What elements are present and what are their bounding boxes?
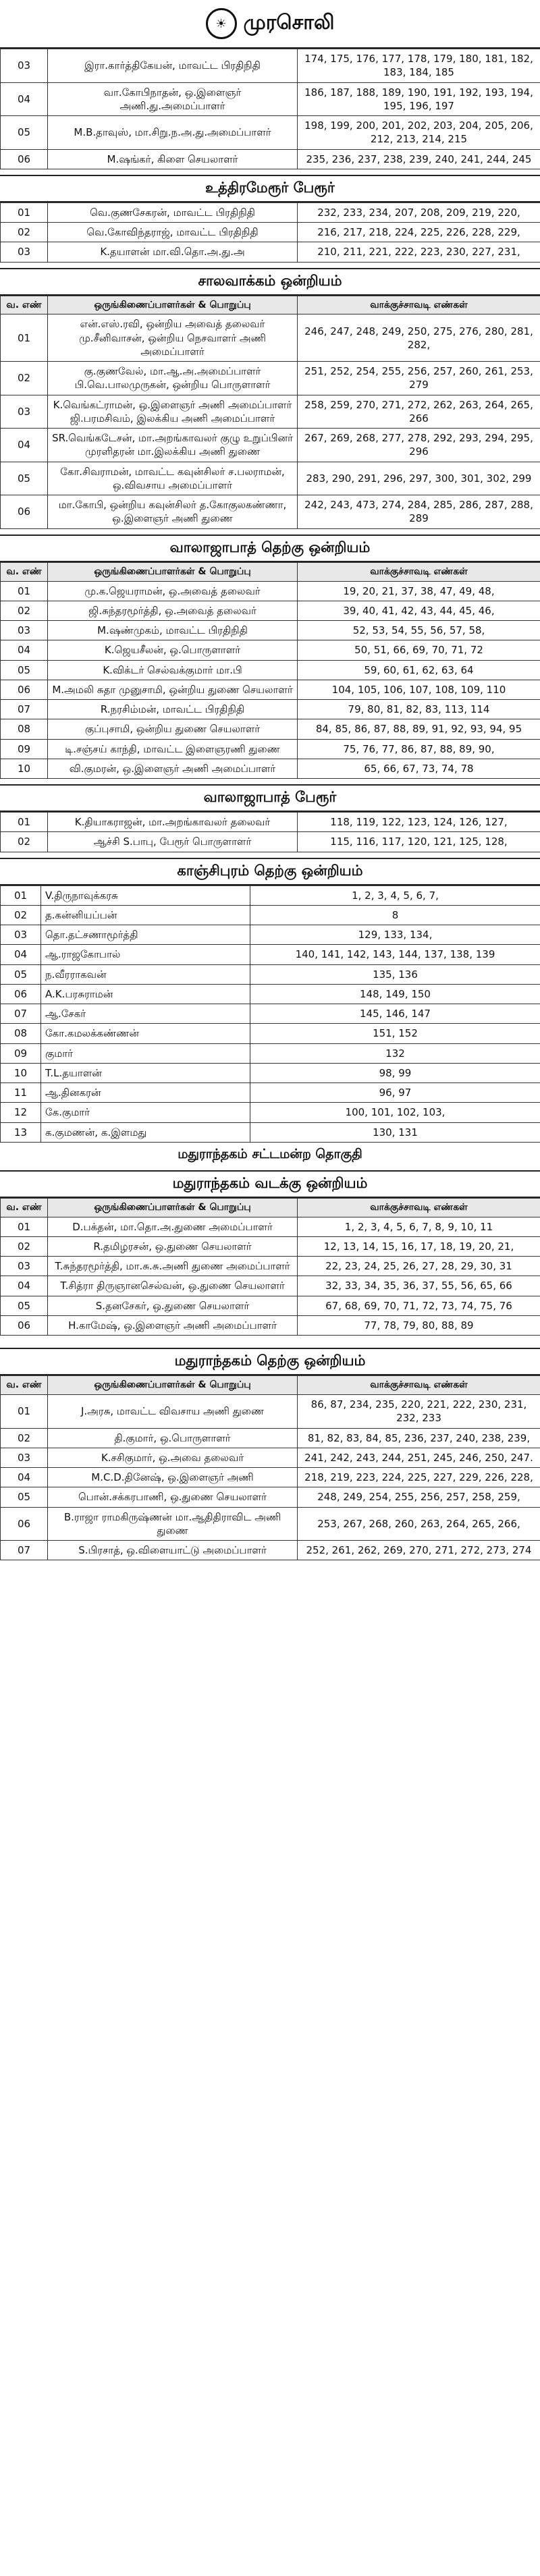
row-coordinator: J.அரசு, மாவட்ட விவசாய அணி துணை (48, 1395, 298, 1429)
table-row (1, 1103, 540, 1122)
row-coordinator: த.கன்னியப்பன் (41, 905, 250, 925)
row-number: 08 (1, 719, 48, 739)
table-row (1, 680, 540, 699)
table-row (1, 759, 540, 778)
header-desc: ஒருங்கிணைப்பாளர்கள் & பொறுப்பு (48, 296, 298, 314)
table-row (1, 719, 540, 739)
row-coordinator: S.பிரசாத், ஒ.விளையாட்டு அமைப்பாளர் (48, 1541, 298, 1560)
uthiramerur-table (0, 202, 540, 263)
table-row (1, 739, 540, 759)
row-coordinator: SR.வெங்கடேசன், மா.அறங்காவலர் குழு உறுப்பினர் முரளிதரன் மா.இலக்கிய அணி துணை (48, 429, 298, 462)
row-number: 05 (1, 462, 48, 495)
row-booths: 186, 187, 188, 189, 190, 191, 192, 193, 194, 195, 196, 197 (298, 82, 540, 116)
row-number: 03 (1, 49, 48, 83)
row-booths: 129, 133, 134, (250, 925, 540, 945)
row-coordinator: R.நரசிம்மன், மாவட்ட பிரதிநிதி (48, 700, 298, 719)
header-no: வ. எண் (1, 562, 48, 581)
row-booths: 267, 269, 268, 277, 278, 292, 293, 294, 295, 296 (298, 429, 540, 462)
row-number: 02 (1, 1236, 48, 1256)
row-number: 03 (1, 1257, 48, 1276)
header-booths: வாக்குச்சாவடி எண்கள் (298, 562, 540, 581)
table-row (1, 82, 540, 116)
row-booths: 79, 80, 81, 82, 83, 113, 114 (298, 700, 540, 719)
row-coordinator: M.அமலி சுதா முனுசாமி, ஒன்றிய துணை செயலாளர் (48, 680, 298, 699)
row-booths: 151, 152 (250, 1024, 540, 1043)
row-number: 05 (1, 1296, 48, 1315)
row-booths: 96, 97 (250, 1083, 540, 1103)
row-number: 03 (1, 395, 48, 429)
table-row (1, 905, 540, 925)
row-coordinator: T.சித்ரா திருஞானசெல்வன், ஒ.துணை செயலாளர் (48, 1276, 298, 1296)
row-number: 01 (1, 581, 48, 601)
row-number: 12 (1, 1103, 41, 1122)
row-booths: 145, 146, 147 (250, 1004, 540, 1024)
row-booths: 216, 217, 218, 224, 225, 226, 228, 229, (298, 223, 540, 242)
row-booths: 118, 119, 122, 123, 124, 126, 127, (298, 813, 540, 832)
row-coordinator: S.தனசேகர், ஒ.துணை செயலாளர் (48, 1296, 298, 1315)
header-no: வ. எண் (1, 296, 48, 314)
row-coordinator: இரா.கார்த்திகேயன், மாவட்ட பிரதிநிதி (48, 49, 298, 83)
row-coordinator: க.குமணன், க.இளமது (41, 1122, 250, 1142)
row-number: 01 (1, 885, 41, 905)
section-title-kanchipuram-south: காஞ்சிபுரம் தெற்கு ஒன்றியம் (0, 858, 540, 885)
table-row (1, 832, 540, 852)
row-coordinator: டி.சஞ்சய் காந்தி, மாவட்ட இளைஞரணி துணை (48, 739, 298, 759)
row-number: 04 (1, 1276, 48, 1296)
row-booths: 39, 40, 41, 42, 43, 44, 45, 46, (298, 601, 540, 620)
row-booths: 174, 175, 176, 177, 178, 179, 180, 181, 182, 183, 184, 185 (298, 49, 540, 83)
row-coordinator: M.ஷண்முகம், மாவட்ட பிரதிநிதி (48, 621, 298, 640)
table-row (1, 1296, 540, 1315)
table-row (1, 429, 540, 462)
row-number: 01 (1, 1395, 48, 1429)
table-row (1, 1043, 540, 1063)
table-row (1, 1276, 540, 1296)
table-row (1, 1507, 540, 1541)
row-booths: 246, 247, 248, 249, 250, 275, 276, 280, 281, 282, (298, 314, 540, 362)
row-coordinator: K.தயாளன் மா.வி.தொ.அ.து.அ (48, 242, 298, 262)
table-row (1, 1428, 540, 1448)
row-booths: 242, 243, 473, 274, 284, 285, 286, 287, 288, 289 (298, 495, 540, 529)
table-row (1, 700, 540, 719)
row-booths: 132 (250, 1043, 540, 1063)
row-booths: 81, 82, 83, 84, 85, 236, 237, 240, 238, 239, (298, 1428, 540, 1448)
row-coordinator: M.B.தாவுஸ், மா.சிறு.ந.அ.து.அமைப்பாளர் (48, 116, 298, 150)
section-title-walajabad-south: வாலாஜாபாத் தெற்கு ஒன்றியம் (0, 535, 540, 562)
row-booths: 283, 290, 291, 296, 297, 300, 301, 302, 299 (298, 462, 540, 495)
table-row (1, 223, 540, 242)
row-coordinator: வெ.குணசேகரன், மாவட்ட பிரதிநிதி (48, 202, 298, 222)
row-number: 07 (1, 1004, 41, 1024)
table-row (1, 1541, 540, 1560)
row-number: 02 (1, 362, 48, 395)
section-title-uthiramerur: உத்திரமேரூர் பேரூர் (0, 175, 540, 202)
walajabad-south-table (0, 562, 540, 779)
row-booths: 210, 211, 221, 222, 223, 230, 227, 231, (298, 242, 540, 262)
row-booths: 115, 116, 117, 120, 121, 125, 128, (298, 832, 540, 852)
row-coordinator: குமார் (41, 1043, 250, 1063)
table-row (1, 660, 540, 680)
header-desc: ஒருங்கிணைப்பாளர்கள் & பொறுப்பு (48, 1376, 298, 1395)
table-row (1, 1395, 540, 1429)
row-number: 10 (1, 759, 48, 778)
row-number: 09 (1, 1043, 41, 1063)
row-booths: 19, 20, 21, 37, 38, 47, 49, 48, (298, 581, 540, 601)
row-booths: 130, 131 (250, 1122, 540, 1142)
table-row (1, 1257, 540, 1276)
row-coordinator: ஆச்சி S.பாபு, பேரூர் பொருளாளர் (48, 832, 298, 852)
row-number: 09 (1, 739, 48, 759)
row-number: 04 (1, 429, 48, 462)
row-coordinator: A.K.பரசுராமன் (41, 984, 250, 1004)
row-number: 07 (1, 1541, 48, 1560)
table-row (1, 1236, 540, 1256)
table-row (1, 495, 540, 529)
madurantakam-north-table (0, 1198, 540, 1336)
row-number: 04 (1, 945, 41, 964)
row-booths: 84, 85, 86, 87, 88, 89, 91, 92, 93, 94, 95 (298, 719, 540, 739)
row-number: 04 (1, 82, 48, 116)
row-coordinator: B.ராஜா ராமகிருஷ்ணன் மா.ஆதிதிராவிட அணி துணை (48, 1507, 298, 1541)
row-coordinator: கோ.சிவராமன், மாவட்ட கவுன்சிலர் ச.பலராமன், ஒ.விவசாய அமைப்பாளர் (48, 462, 298, 495)
row-booths: 100, 101, 102, 103, (250, 1103, 540, 1122)
row-coordinator: தி.குமார், ஒ.பொருளாளர் (48, 1428, 298, 1448)
row-booths: 75, 76, 77, 86, 87, 88, 89, 90, (298, 739, 540, 759)
walajabad-town-table (0, 812, 540, 852)
table-row (1, 1063, 540, 1083)
row-number: 02 (1, 832, 48, 852)
row-number: 01 (1, 1217, 48, 1236)
row-coordinator: குப்புசாமி, ஒன்றிய துணை செயலாளர் (48, 719, 298, 739)
header-booths: வாக்குச்சாவடி எண்கள் (298, 296, 540, 314)
row-coordinator: K.தியாகராஜன், மா.அறங்காவலர் தலைவர் (48, 813, 298, 832)
row-coordinator: கே.குமார் (41, 1103, 250, 1122)
table-row (1, 601, 540, 620)
row-coordinator: T.சுந்தரமூர்த்தி, மா.சு.சு.அணி துணை அமைப்பாளர் (48, 1257, 298, 1276)
section-title-madurantakam-south: மதுராந்தகம் தெற்கு ஒன்றியம் (0, 1348, 540, 1375)
row-coordinator: M.C.D.தினேஷ், ஒ.இளைஞர் அணி (48, 1468, 298, 1487)
row-coordinator: மா.கோபி, ஒன்றிய கவுன்சிலர் த.கோகுலகண்ணா, ஒ.இளைஞர் அணி துணை (48, 495, 298, 529)
row-number: 01 (1, 202, 48, 222)
table-row (1, 925, 540, 945)
row-number: 02 (1, 1428, 48, 1448)
row-number: 01 (1, 813, 48, 832)
row-booths: 232, 233, 234, 207, 208, 209, 219, 220, (298, 202, 540, 222)
row-number: 04 (1, 640, 48, 660)
row-coordinator: T.L.தயாளன் (41, 1063, 250, 1083)
table-row (1, 945, 540, 964)
sun-emblem-icon: ☀ (206, 8, 237, 39)
table-row (1, 1315, 540, 1335)
row-booths: 252, 261, 262, 269, 270, 271, 272, 273, 274 (298, 1541, 540, 1560)
row-booths: 67, 68, 69, 70, 71, 72, 73, 74, 75, 76 (298, 1296, 540, 1315)
row-number: 10 (1, 1063, 41, 1083)
row-coordinator: ஜி.சுந்தரமூர்த்தி, ஒ.அவைத் தலைவர் (48, 601, 298, 620)
row-number: 03 (1, 1448, 48, 1467)
table-row (1, 314, 540, 362)
row-number: 03 (1, 242, 48, 262)
row-coordinator: வா.கோபிநாதன், ஒ.இளைஞர் அணி.து.அமைப்பாளர் (48, 82, 298, 116)
row-booths: 140, 141, 142, 143, 144, 137, 138, 139 (250, 945, 540, 964)
section-title-salavakkam: சாலவாக்கம் ஒன்றியம் (0, 268, 540, 296)
row-number: 05 (1, 1487, 48, 1507)
header-desc: ஒருங்கிணைப்பாளர்கள் & பொறுப்பு (48, 562, 298, 581)
row-booths: 22, 23, 24, 25, 26, 27, 28, 29, 30, 31 (298, 1257, 540, 1276)
masthead (0, 0, 540, 49)
table-row (1, 1468, 540, 1487)
row-number: 02 (1, 223, 48, 242)
row-number: 05 (1, 116, 48, 150)
row-booths: 50, 51, 66, 69, 70, 71, 72 (298, 640, 540, 660)
row-booths: 135, 136 (250, 964, 540, 984)
row-number: 06 (1, 1507, 48, 1541)
row-booths: 258, 259, 270, 271, 272, 262, 263, 264, 265, 266 (298, 395, 540, 429)
row-coordinator: கோ.கமலக்கண்ணன் (41, 1024, 250, 1043)
row-coordinator: ஆ.ராஜகோபால் (41, 945, 250, 964)
row-number: 06 (1, 495, 48, 529)
row-coordinator: M.ஷங்கர், கிளை செயலாளர் (48, 149, 298, 169)
row-number: 02 (1, 601, 48, 620)
row-booths: 251, 252, 254, 255, 256, 257, 260, 261, 253, 279 (298, 362, 540, 395)
top-section-table (0, 49, 540, 169)
row-number: 06 (1, 680, 48, 699)
row-coordinator: ஆ.சேகர் (41, 1004, 250, 1024)
row-coordinator: ந.வீரராகவன் (41, 964, 250, 984)
row-booths: 8 (250, 905, 540, 925)
header-no: வ. எண் (1, 1376, 48, 1395)
table-row (1, 1004, 540, 1024)
row-coordinator: வெ.கோவிந்தராஜ், மாவட்ட பிரதிநிதி (48, 223, 298, 242)
row-coordinator: மு.க.ஜெயராமன், ஒ.அவைத் தலைவர் (48, 581, 298, 601)
row-number: 01 (1, 314, 48, 362)
row-booths: 198, 199, 200, 201, 202, 203, 204, 205, 206, 212, 213, 214, 215 (298, 116, 540, 150)
header-no: வ. எண் (1, 1198, 48, 1217)
row-booths: 253, 267, 268, 260, 263, 264, 265, 266, (298, 1507, 540, 1541)
row-number: 05 (1, 660, 48, 680)
table-row (1, 885, 540, 905)
row-booths: 59, 60, 61, 62, 63, 64 (298, 660, 540, 680)
table-row (1, 49, 540, 83)
row-booths: 235, 236, 237, 238, 239, 240, 241, 244, 245 (298, 149, 540, 169)
row-booths: 218, 219, 223, 224, 225, 227, 229, 226, 228, (298, 1468, 540, 1487)
header-booths: வாக்குச்சாவடி எண்கள் (298, 1198, 540, 1217)
section-title-madurantakam-north: மதுராந்தகம் வடக்கு ஒன்றியம் (0, 1170, 540, 1198)
table-row (1, 984, 540, 1004)
table-row (1, 116, 540, 150)
row-booths: 241, 242, 243, 244, 251, 245, 246, 250, 247. (298, 1448, 540, 1467)
row-booths: 148, 149, 150 (250, 984, 540, 1004)
row-booths: 1, 2, 3, 4, 5, 6, 7, 8, 9, 10, 11 (298, 1217, 540, 1236)
row-coordinator: பொன்.சக்கரபாணி, ஒ.துணை செயலாளர் (48, 1487, 298, 1507)
row-booths: 104, 105, 106, 107, 108, 109, 110 (298, 680, 540, 699)
row-booths: 52, 53, 54, 55, 56, 57, 58, (298, 621, 540, 640)
row-booths: 248, 249, 254, 255, 256, 257, 258, 259, (298, 1487, 540, 1507)
row-coordinator: V.திருநாவுக்கரசு (41, 885, 250, 905)
row-coordinator: ஆ.தினகரன் (41, 1083, 250, 1103)
row-number: 06 (1, 1315, 48, 1335)
row-booths: 77, 78, 79, 80, 88, 89 (298, 1315, 540, 1335)
row-number: 11 (1, 1083, 41, 1103)
table-row (1, 813, 540, 832)
row-number: 13 (1, 1122, 41, 1142)
row-coordinator: H.காமேஷ், ஒ.இளைஞர் அணி அமைப்பாளர் (48, 1315, 298, 1335)
row-coordinator: K.சசிகுமார், ஒ.அவை தலைவர் (48, 1448, 298, 1467)
kanchipuram-south-table (0, 885, 540, 1143)
table-row (1, 581, 540, 601)
row-booths: 12, 13, 14, 15, 16, 17, 18, 19, 20, 21, (298, 1236, 540, 1256)
table-row (1, 462, 540, 495)
row-coordinator: R.தமிழரசன், ஒ.துணை செயலாளர் (48, 1236, 298, 1256)
row-number: 06 (1, 149, 48, 169)
row-booths: 98, 99 (250, 1063, 540, 1083)
row-number: 03 (1, 621, 48, 640)
masthead-logo (206, 8, 335, 39)
row-coordinator: D.பக்தன், மா.தொ.அ.துணை அமைப்பாளர் (48, 1217, 298, 1236)
row-number: 06 (1, 984, 41, 1004)
table-row (1, 362, 540, 395)
table-row (1, 640, 540, 660)
row-number: 02 (1, 905, 41, 925)
row-booths: 1, 2, 3, 4, 5, 6, 7, (250, 885, 540, 905)
row-number: 03 (1, 925, 41, 945)
row-booths: 86, 87, 234, 235, 220, 221, 222, 230, 231, 232, 233 (298, 1395, 540, 1429)
row-coordinator: K.ஜெயசீலன், ஒ.பொருளாளர் (48, 640, 298, 660)
table-row (1, 1083, 540, 1103)
madurantakam-south-table (0, 1375, 540, 1560)
row-coordinator: K.வெங்கட்ராமன், ஒ.இளைஞர் அணி அமைப்பாளர் ஜி.பரமசிவம், இலக்கிய அணி அமைப்பாளர் (48, 395, 298, 429)
section-title-walajabad-town: வாலாஜாபாத் பேரூர் (0, 784, 540, 812)
table-row (1, 964, 540, 984)
table-row (1, 202, 540, 222)
table-row (1, 1448, 540, 1467)
row-coordinator: கு.குணவேல், மா.ஆ.அ.அமைப்பாளர் பி.வெ.பாலமுருகன், ஒன்றிய பொருளாளர் (48, 362, 298, 395)
table-row (1, 1217, 540, 1236)
row-booths: 32, 33, 34, 35, 36, 37, 55, 56, 65, 66 (298, 1276, 540, 1296)
row-booths: 65, 66, 67, 73, 74, 78 (298, 759, 540, 778)
table-row (1, 242, 540, 262)
header-booths: வாக்குச்சாவடி எண்கள் (298, 1376, 540, 1395)
table-row (1, 621, 540, 640)
masthead-title: முரசொலி (243, 10, 335, 34)
table-row (1, 1122, 540, 1142)
table-row (1, 1487, 540, 1507)
row-number: 07 (1, 700, 48, 719)
table-row (1, 1024, 540, 1043)
table-row (1, 395, 540, 429)
table-row (1, 149, 540, 169)
row-number: 04 (1, 1468, 48, 1487)
row-number: 08 (1, 1024, 41, 1043)
row-coordinator: வி.குமரன், ஒ.இளைஞர் அணி அமைப்பாளர் (48, 759, 298, 778)
row-number: 05 (1, 964, 41, 984)
row-coordinator: தொ.தட்சணாமூர்த்தி (41, 925, 250, 945)
header-desc: ஒருங்கிணைப்பாளர்கள் & பொறுப்பு (48, 1198, 298, 1217)
row-coordinator: என்.எஸ்.ரவி, ஒன்றிய அவைத் தலைவர் மு.சீனிவாசன், ஒன்றிய நெசவாளர் அணி அமைப்பாளர் (48, 314, 298, 362)
row-coordinator: K.விக்டர் செல்வக்குமார் மா.பி (48, 660, 298, 680)
salavakkam-table (0, 296, 540, 529)
constituency-title: மதுராந்தகம் சட்டமன்ற தொகுதி (178, 1146, 362, 1161)
